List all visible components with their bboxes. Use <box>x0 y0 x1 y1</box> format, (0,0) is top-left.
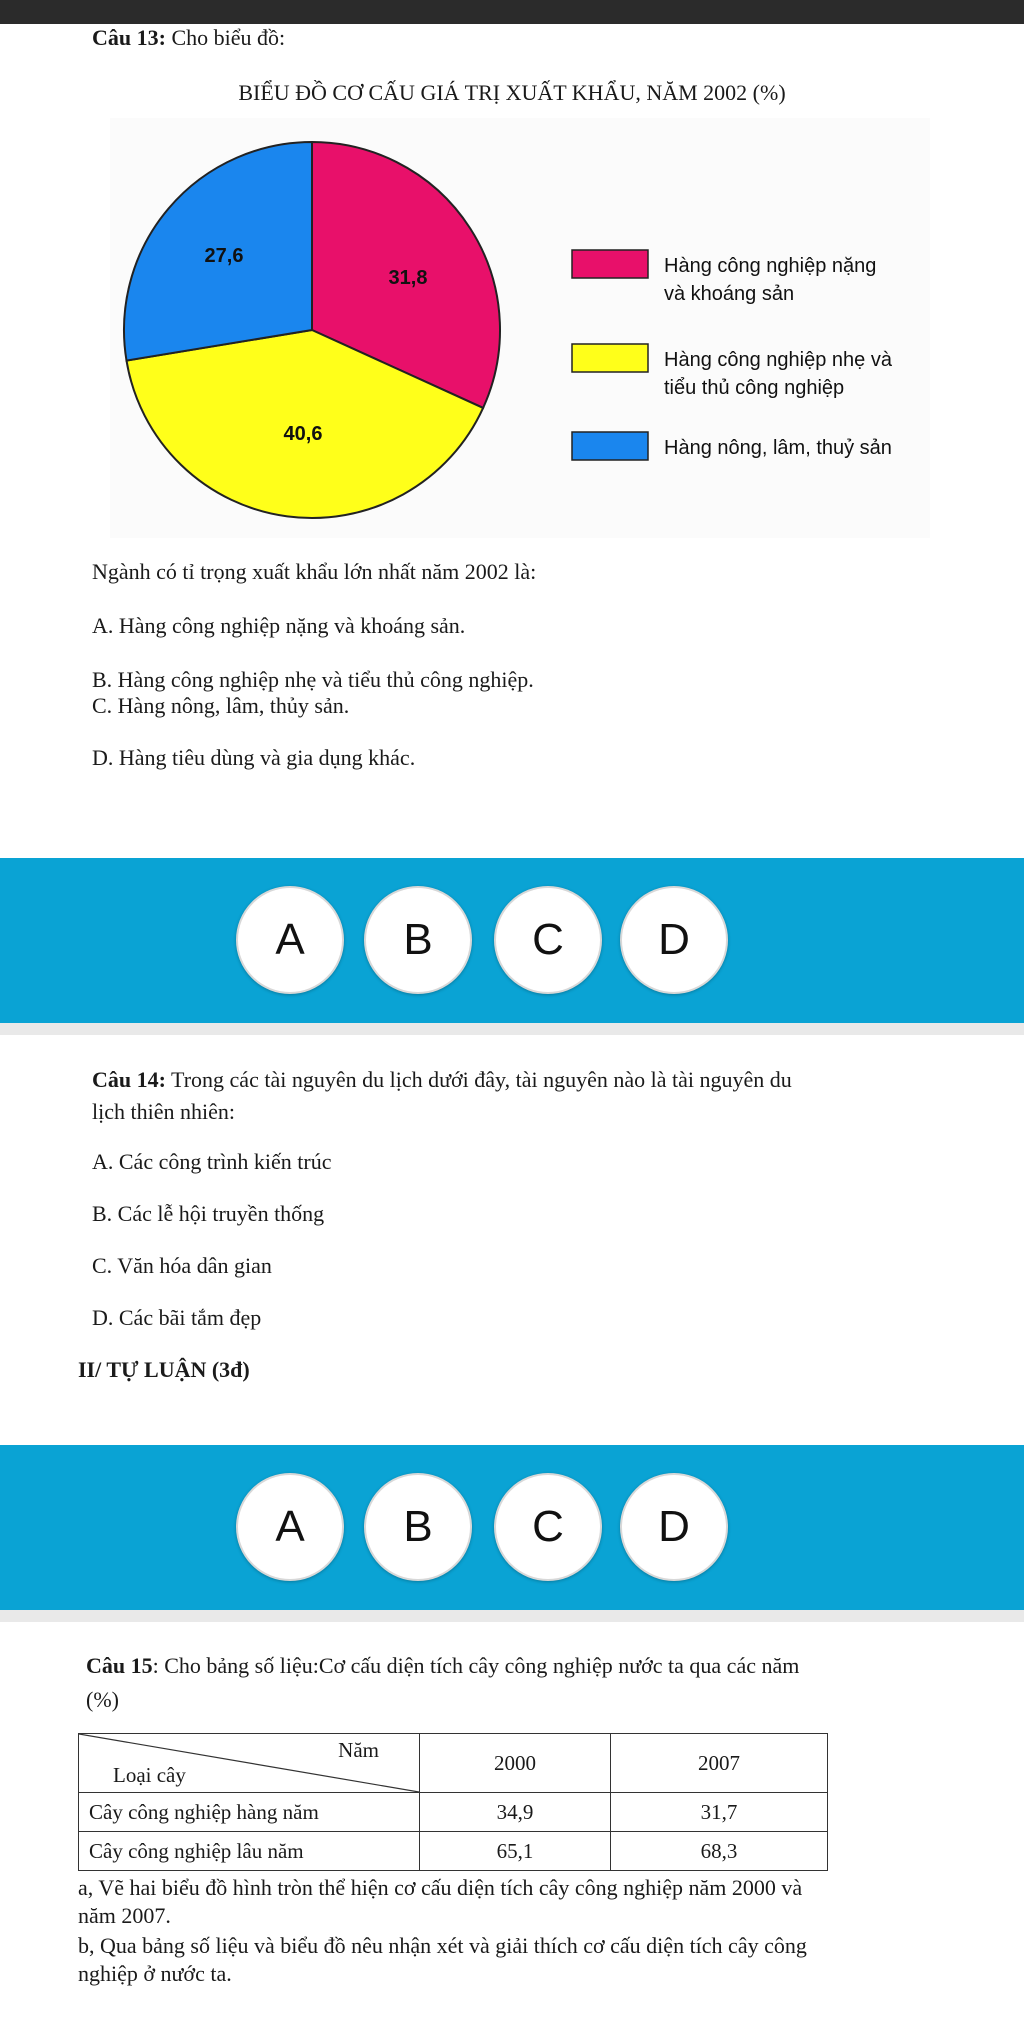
legend-swatch <box>572 344 648 372</box>
q14-number: Câu 14: <box>92 1067 166 1092</box>
table-row <box>79 1832 828 1871</box>
q13-number: Câu 13: <box>92 25 166 50</box>
corner-type-label: Loại cây <box>113 1763 186 1787</box>
q13-option-a: A. Hàng công nghiệp nặng và khoáng sản. <box>92 613 466 638</box>
legend-swatch <box>572 250 648 278</box>
q13-option-d: D. Hàng tiêu dùng và gia dụng khác. <box>92 745 416 770</box>
pie-label-light-industry: 40,6 <box>283 423 323 445</box>
q15-task-b-line2: nghiệp ở nước ta. <box>78 1961 232 1986</box>
legend-label: Hàng công nghiệp nhẹ và <box>664 349 892 371</box>
chart-title: BIỂU ĐỒ CƠ CẤU GIÁ TRỊ XUẤT KHẨU, NĂM 2002 (%) <box>238 80 786 105</box>
table-cell: 68,3 <box>611 1832 828 1871</box>
answer-button-a[interactable]: A <box>236 1473 344 1581</box>
table-header-year: 2007 <box>611 1734 828 1793</box>
q15-task-a-line1: a, Vẽ hai biểu đồ hình tròn thể hiện cơ cấu diện tích cây công nghiệp năm 2000 và <box>78 1875 803 1900</box>
legend-label: và khoáng sản <box>664 283 795 305</box>
table-cell: 65,1 <box>420 1832 611 1871</box>
q14-option-b: B. Các lễ hội truyền thống <box>92 1201 325 1226</box>
q14-text-line2: lịch thiên nhiên: <box>92 1099 235 1124</box>
answer-button-b[interactable]: B <box>364 886 472 994</box>
answer-button-c[interactable]: C <box>494 886 602 994</box>
separator <box>0 1023 1024 1035</box>
legend-label: Hàng nông, lâm, thuỷ sản <box>664 437 892 459</box>
q14-option-d: D. Các bãi tắm đẹp <box>92 1305 262 1330</box>
table-cell: 34,9 <box>420 1793 611 1832</box>
table-header-year: 2000 <box>420 1734 611 1793</box>
q13-question: Ngành có tỉ trọng xuất khẩu lớn nhất năm 2002 là: <box>92 559 537 584</box>
answer-button-d[interactable]: D <box>620 886 728 994</box>
q15-task-a-line2: năm 2007. <box>78 1903 171 1928</box>
answer-button-d[interactable]: D <box>620 1473 728 1581</box>
table-row <box>79 1793 828 1832</box>
q13-heading-text: Cho biểu đồ: <box>165 25 286 50</box>
legend-swatch <box>572 432 648 460</box>
answer-bar-1 <box>0 858 1024 1023</box>
q15-text-line2: (%) <box>86 1687 119 1712</box>
q15-text-line1: : Cho bảng số liệu:Cơ cấu diện tích cây công nghiệp nước ta qua các năm <box>152 1653 800 1678</box>
table-row-label: Cây công nghiệp hàng năm <box>79 1793 420 1832</box>
q13-option-c: C. Hàng nông, lâm, thủy sản. <box>92 693 350 718</box>
table-header-row <box>79 1734 828 1793</box>
table-corner-cell <box>79 1734 420 1793</box>
answer-button-c[interactable]: C <box>494 1473 602 1581</box>
q14-heading <box>92 1066 792 1094</box>
section-heading: II/ TỰ LUẬN (3đ) <box>78 1357 250 1382</box>
answer-bar-2 <box>0 1445 1024 1610</box>
table-cell: 31,7 <box>611 1793 828 1832</box>
answer-button-b[interactable]: B <box>364 1473 472 1581</box>
separator <box>0 1610 1024 1622</box>
pie-label-heavy-industry: 31,8 <box>388 267 428 289</box>
answer-button-a[interactable]: A <box>236 886 344 994</box>
legend-label: tiểu thủ công nghiệp <box>664 377 845 399</box>
table-row-label: Cây công nghiệp lâu năm <box>79 1832 420 1871</box>
data-table <box>78 1733 828 1871</box>
q15-number: Câu 15 <box>86 1653 153 1678</box>
corner-year-label: Năm <box>338 1738 379 1762</box>
q13-option-b: B. Hàng công nghiệp nhẹ và tiểu thủ công nghiệp. <box>92 667 534 692</box>
q15-task-b-line1: b, Qua bảng số liệu và biểu đồ nêu nhận xét và giải thích cơ cấu diện tích cây công <box>78 1933 807 1958</box>
q15-heading <box>86 1652 799 1680</box>
q14-text-line1: Trong các tài nguyên du lịch dưới đây, tài nguyên nào là tài nguyên du <box>165 1067 792 1092</box>
legend-label: Hàng công nghiệp nặng <box>664 255 877 277</box>
q14-option-a: A. Các công trình kiến trúc <box>92 1149 332 1174</box>
pie-chart <box>0 0 1024 560</box>
pie-label-agriculture: 27,6 <box>204 245 244 267</box>
q14-option-c: C. Văn hóa dân gian <box>92 1253 272 1278</box>
